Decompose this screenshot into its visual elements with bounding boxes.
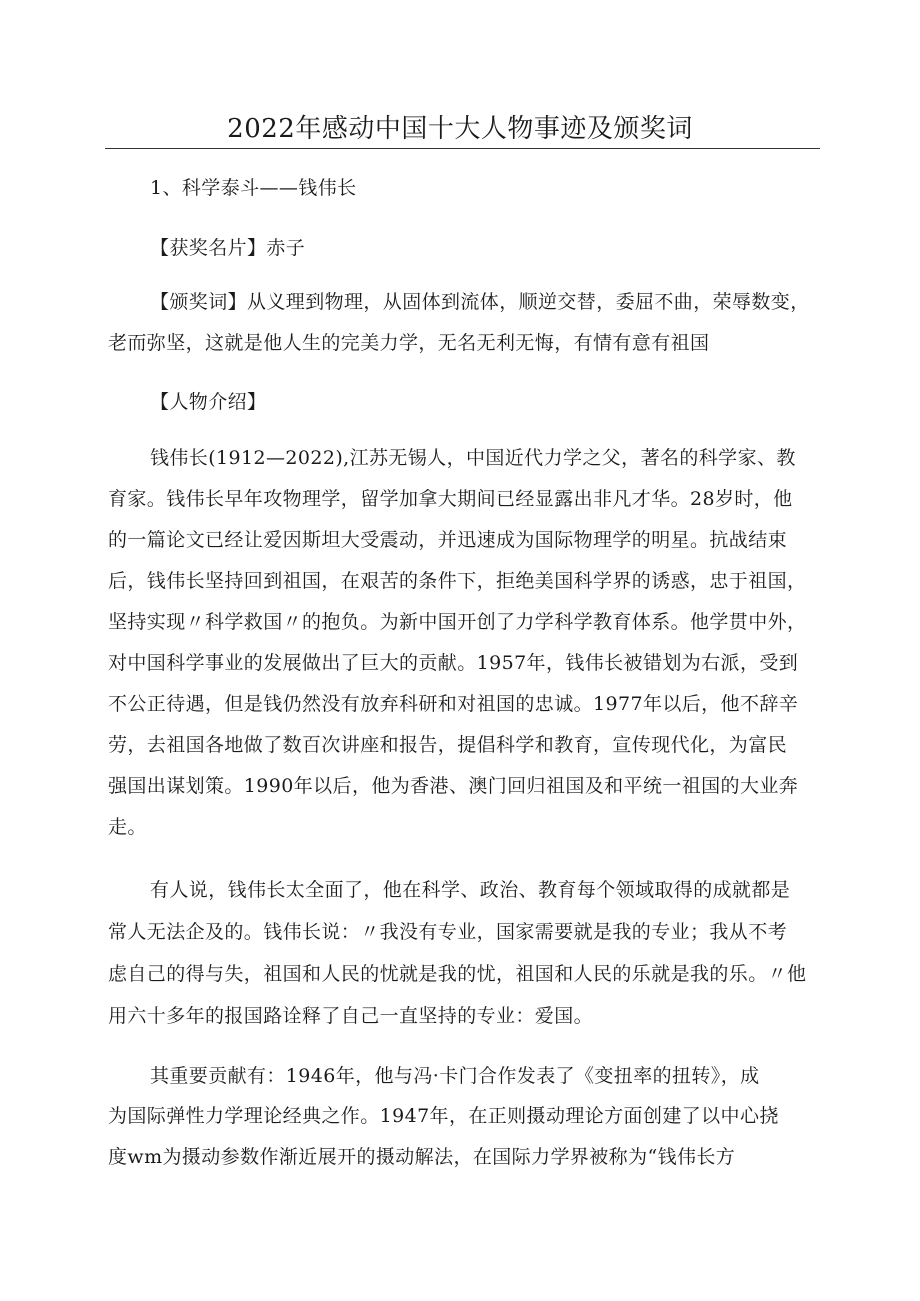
paragraph-line: 走。 bbox=[108, 816, 147, 838]
intro-heading: 【人物介绍】 bbox=[150, 391, 267, 413]
paragraph-line: 度wm为摄动参数作渐近展开的摄动解法，在国际力学界被称为“钱伟长方 bbox=[108, 1146, 736, 1168]
paragraph-line: 后，钱伟长坚持回到祖国，在艰苦的条件下，拒绝美国科学界的诱惑，忠于祖国， bbox=[108, 570, 807, 592]
award-name-line: 【获奖名片】赤子 bbox=[150, 237, 306, 259]
paragraph-line: 为国际弹性力学理论经典之作。1947年，在正则摄动理论方面创建了以中心挠 bbox=[108, 1105, 779, 1127]
paragraph-line: 虑自己的得与失，祖国和人民的忧就是我的忧，祖国和人民的乐就是我的乐。〃他 bbox=[108, 963, 807, 985]
paragraph-line: 其重要贡献有：1946年，他与冯·卡门合作发表了《变扭率的扭转》，成 bbox=[150, 1065, 760, 1087]
page-title: 2022年感动中国十大人物事迹及颁奖词 bbox=[227, 114, 693, 144]
paragraph-line: 劳，去祖国各地做了数百次讲座和报告，提倡科学和教育，宣传现代化，为富民 bbox=[108, 734, 788, 756]
paragraph-line: 强国出谋划策。1990年以后，他为香港、澳门回归祖国及和平统一祖国的大业奔 bbox=[108, 775, 799, 797]
citation-line: 【颁奖词】从义理到物理，从固体到流体，顺逆交替，委屈不曲，荣辱数变， bbox=[150, 291, 810, 313]
paragraph-line: 对中国科学事业的发展做出了巨大的贡献。1957年，钱伟长被错划为右派，受到 bbox=[108, 652, 799, 674]
paragraph-line: 不公正待遇，但是钱仍然没有放弃科研和对祖国的忠诚。1977年以后，他不辞辛 bbox=[108, 693, 799, 715]
paragraph-line: 坚持实现〃科学救国〃的抱负。为新中国开创了力学科学教育体系。他学贯中外， bbox=[108, 611, 807, 633]
section-heading: 1、科学泰斗——钱伟长 bbox=[150, 177, 357, 199]
paragraph-line: 常人无法企及的。钱伟长说：〃我没有专业，国家需要就是我的专业；我从不考 bbox=[108, 921, 788, 943]
citation-line: 老而弥坚，这就是他人生的完美力学，无名无利无悔，有情有意有祖国 bbox=[108, 332, 710, 354]
paragraph-line: 用六十多年的报国路诠释了自己一直坚持的专业：爱国。 bbox=[108, 1005, 594, 1027]
title-underline bbox=[105, 148, 820, 149]
paragraph-line: 钱伟长(1912—2022),江苏无锡人，中国近代力学之父，著名的科学家、教 bbox=[150, 447, 796, 469]
paragraph-line: 的一篇论文已经让爱因斯坦大受震动，并迅速成为国际物理学的明星。抗战结束 bbox=[108, 529, 788, 551]
paragraph-line: 有人说，钱伟长太全面了，他在科学、政治、教育每个领域取得的成就都是 bbox=[150, 879, 791, 901]
paragraph-line: 育家。钱伟长早年攻物理学，留学加拿大期间已经显露出非凡才华。28岁时，他 bbox=[108, 488, 793, 510]
